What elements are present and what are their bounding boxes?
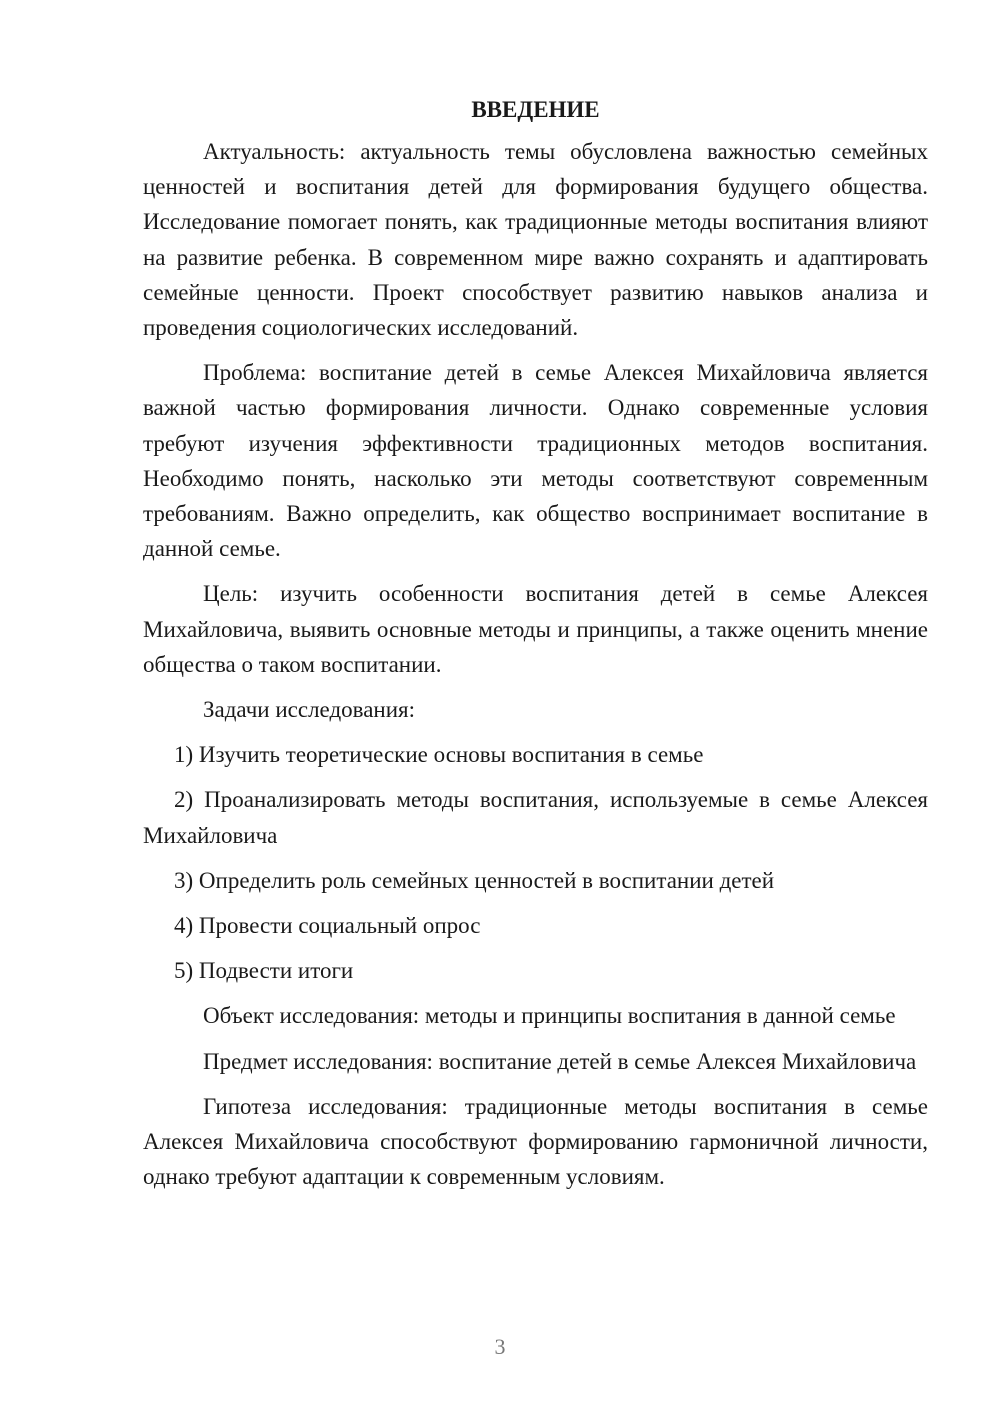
page-number: 3 (494, 1334, 506, 1359)
tasks-heading: Задачи исследования: (203, 697, 416, 723)
document-page (143, 92, 928, 1204)
hypothesis-paragraph: Гипотеза исследования: традиционные методы воспитания в семье Алексея Михайловича способствуют формированию гармоничной личности, однако требуют адаптации к современным условиям. (143, 1093, 928, 1190)
task-item-3: 3) Определить роль семейных ценностей в воспитании детей (174, 867, 775, 893)
task-item-5: 5) Подвести итоги (174, 958, 354, 984)
subject-paragraph: Предмет исследования: воспитание детей в семье Алексея Михайловича (203, 1048, 917, 1074)
relevance-paragraph: Актуальность: актуальность темы обусловлена важностью семейных ценностей и воспитания детей для формирования будущего общества. Исследование помогает понять, как традиционные методы воспитания влияют на развитие ребенка. В современном мире важно сохранять и адаптировать семейные ценности. Проект способствует развитию навыков анализа и проведения социологических исследований. (143, 139, 928, 341)
task-item-4: 4) Провести социальный опрос (174, 913, 481, 939)
goal-paragraph: Цель: изучить особенности воспитания детей в семье Алексея Михайловича, выявить основные методы и принципы, а также оценить мнение общества о таком воспитании. (143, 581, 928, 677)
section-title: ВВЕДЕНИЕ (471, 97, 600, 122)
object-paragraph: Объект исследования: методы и принципы воспитания в данной семье (203, 1003, 896, 1029)
problem-paragraph: Проблема: воспитание детей в семье Алексея Михайловича является важной частью формирования личности. Однако современные условия требуют изучения эффективности традиционных методов воспитания. Необходимо понять, насколько эти методы соответствуют современным требованиям. Важно определить, как общество воспринимает воспитание в данной семье. (143, 360, 928, 562)
task-item-2: 2) Проанализировать методы воспитания, используемые в семье Алексея Михайловича (143, 787, 928, 848)
task-item-1: 1) Изучить теоретические основы воспитания в семье (174, 742, 704, 768)
